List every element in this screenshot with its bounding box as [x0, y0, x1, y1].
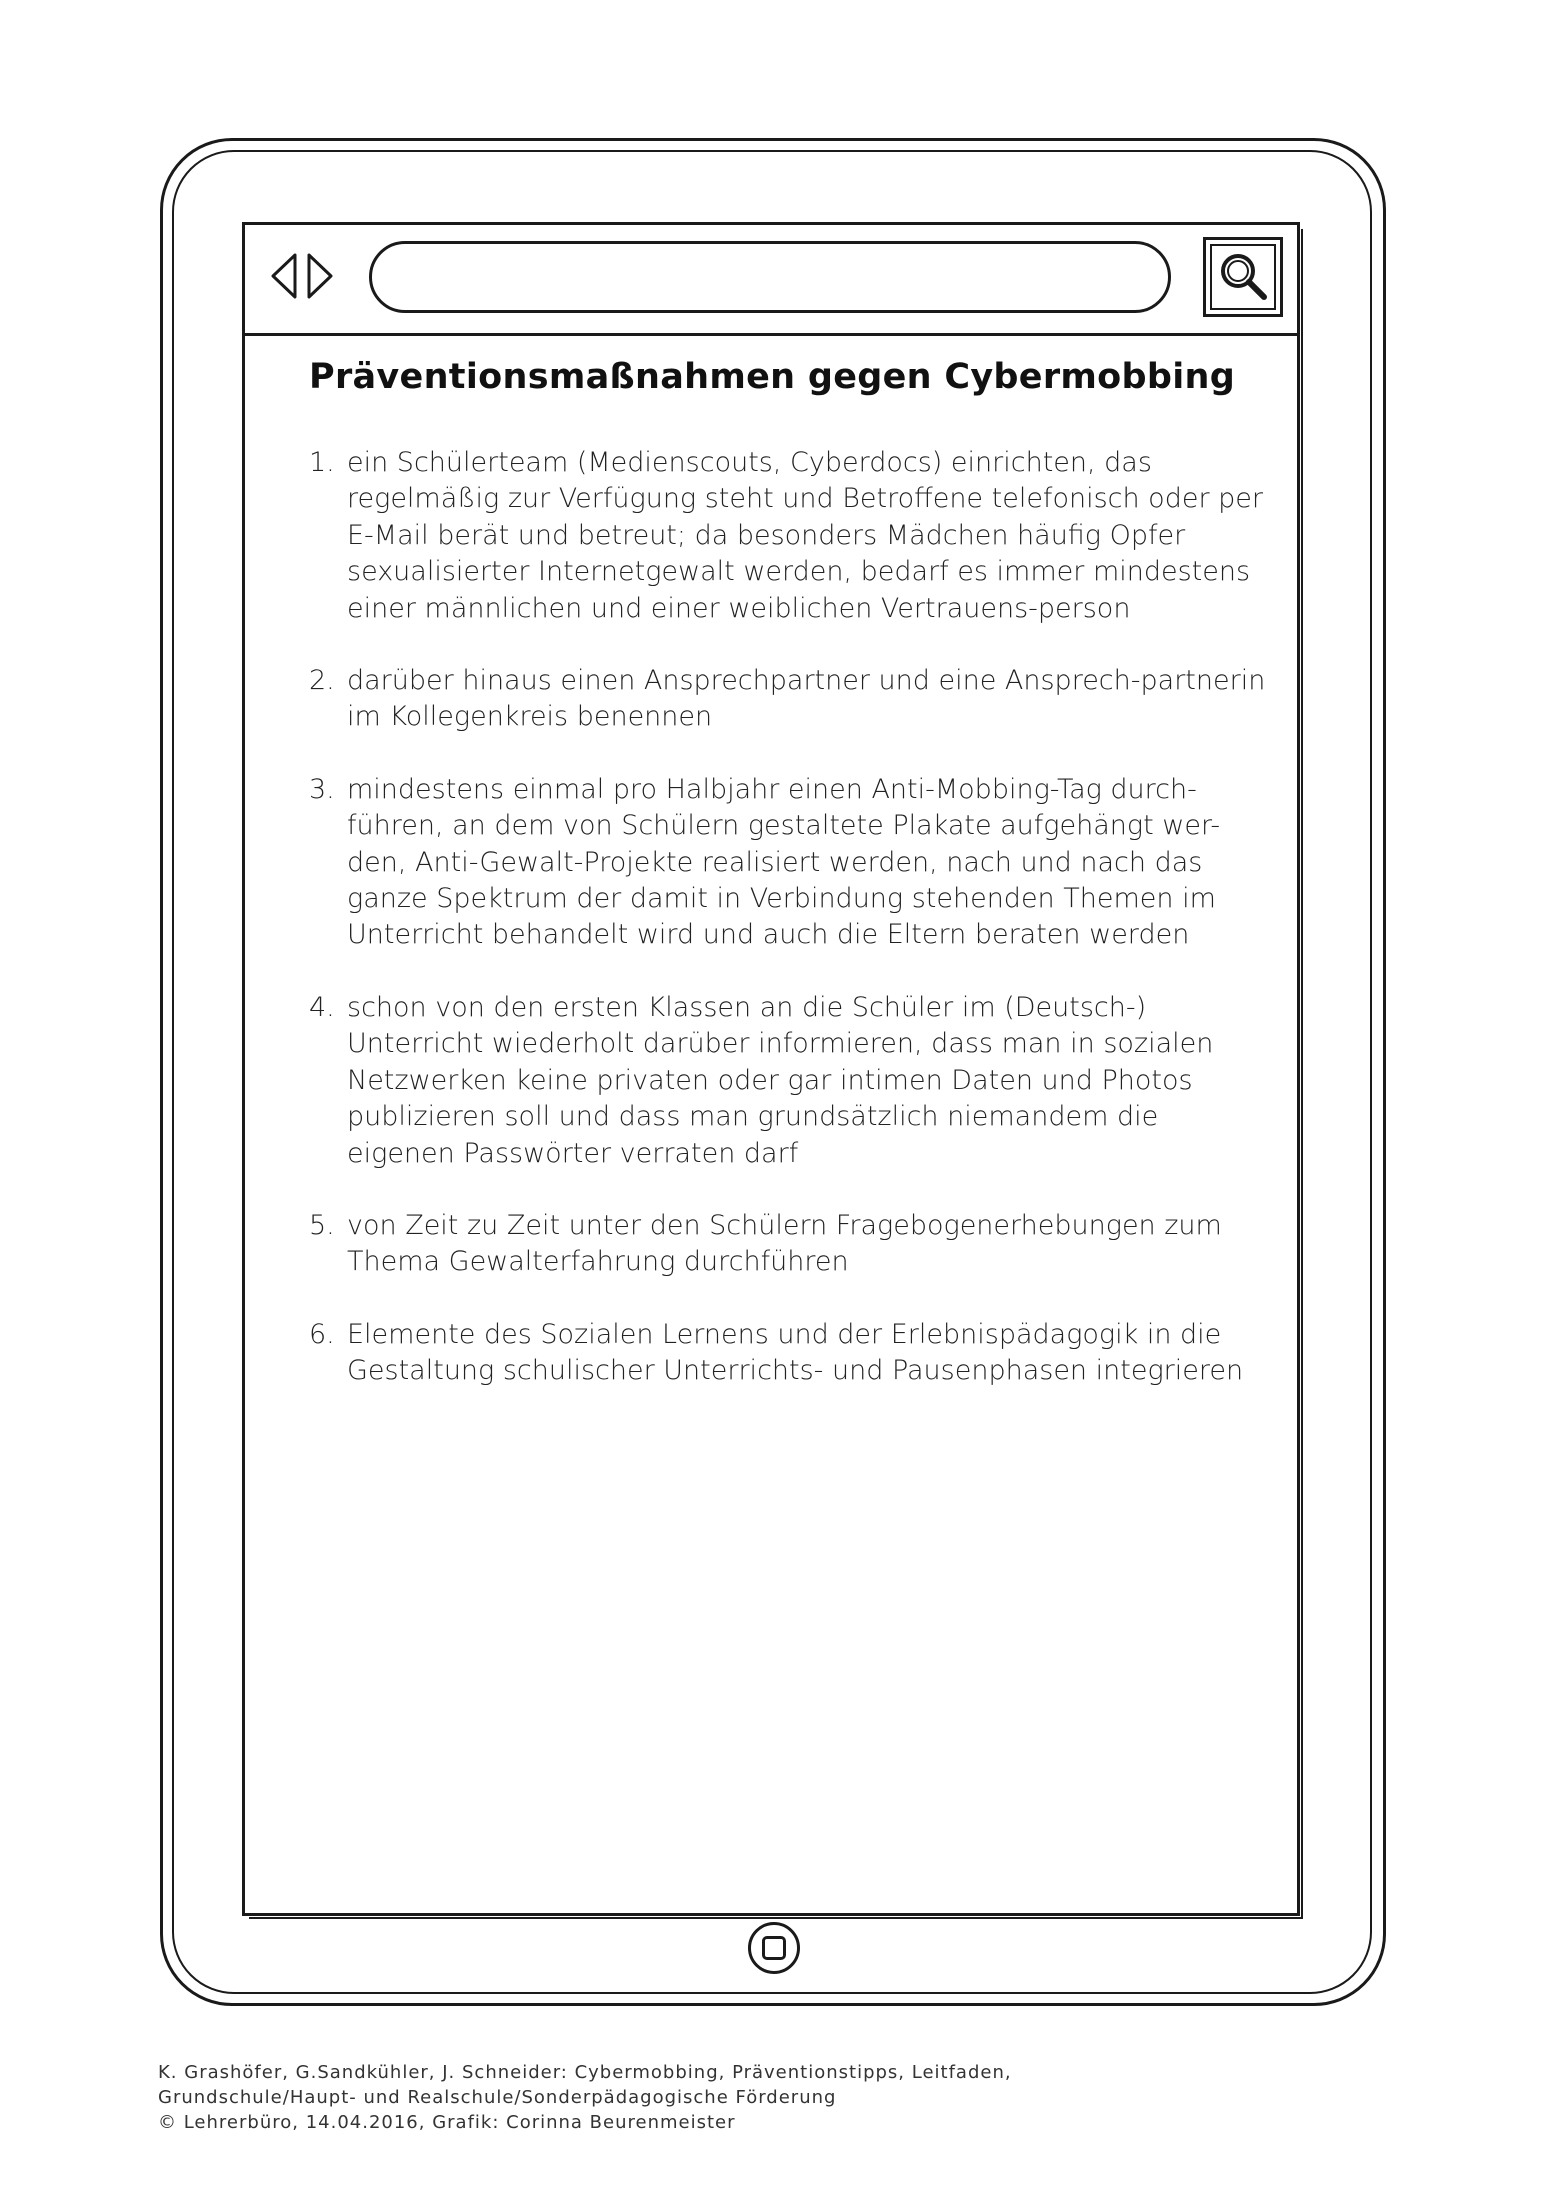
credits-line: © Lehrerbüro, 14.04.2016, Grafik: Corinna Beurenmeister: [158, 2112, 736, 2133]
address-bar-input[interactable]: [369, 241, 1171, 313]
home-button[interactable]: [748, 1922, 800, 1974]
page-title: Präventionsmaßnahmen gegen Cybermobbing: [309, 357, 1236, 397]
magnifier-icon: [1206, 240, 1280, 314]
back-arrow-icon[interactable]: [269, 251, 299, 301]
credits-line: Grundschule/Haupt- und Realschule/Sonderpädagogische Förderung: [158, 2087, 837, 2108]
credits-footer: [158, 2060, 1012, 2135]
tablet-screen: [242, 222, 1300, 1916]
item-number: 6.: [309, 1318, 335, 1350]
item-number: 3.: [309, 773, 335, 805]
list-item: [309, 445, 1267, 627]
list-item: [309, 663, 1267, 736]
page-content: [309, 357, 1267, 1426]
item-text: von Zeit zu Zeit unter den Schülern Fragebogenerhebungen zum Thema Gewalterfahrung durchführen: [347, 1209, 1222, 1278]
item-number: 5.: [309, 1209, 335, 1241]
measures-list: [309, 445, 1267, 1390]
list-item: [309, 1208, 1267, 1281]
item-text: darüber hinaus einen Ansprechpartner und eine Ansprech-partnerin im Kollegenkreis benennen: [347, 665, 1266, 733]
item-text: mindestens einmal pro Halbjahr einen Anti-Mobbing-Tag durch-führen, an dem von Schülern gestaltete Plakate aufgehängt wer-den, Anti-Gewalt-Projekte realisiert werden, nach und nach das ganze Spektrum der damit in Verbindung stehenden Themen im Unterricht behandelt wird und auch die Eltern beraten werden: [347, 773, 1221, 951]
list-item: [309, 990, 1267, 1172]
credits-line: K. Grashöfer, G.Sandkühler, J. Schneider: Cybermobbing, Präventionstipps, Leitfaden,: [158, 2062, 1012, 2083]
browser-toolbar: [245, 225, 1297, 336]
list-item: [309, 1317, 1267, 1390]
search-button[interactable]: [1203, 237, 1283, 317]
list-item: [309, 772, 1267, 954]
item-text: Elemente des Sozialen Lernens und der Erlebnispädagogik in die Gestaltung schulischer Unterrichts- und Pausenphasen integrieren: [347, 1318, 1244, 1387]
item-number: 1.: [309, 447, 335, 478]
item-number: 4.: [309, 991, 335, 1023]
item-number: 2.: [309, 665, 335, 697]
item-text: schon von den ersten Klassen an die Schüler im (Deutsch-) Unterricht wiederholt darüber informieren, dass man in sozialen Netzwerken keine privaten oder gar intimen Daten und Photos publizieren soll und dass man grundsätzlich niemandem die eigenen Passwörter verraten darf: [347, 991, 1214, 1169]
home-button-icon: [762, 1936, 786, 1960]
forward-arrow-icon[interactable]: [305, 251, 335, 301]
item-text: ein Schülerteam (Medienscouts, Cyberdocs) einrichten, das regelmäßig zur Verfügung steht und Betroffene telefonisch oder per E-Mail berät und betreut; da besonders Mädchen häufig Opfer sexualisierter Internetgewalt werden, bedarf es immer mindestens einer männlichen und einer weiblichen Vertrauens-person: [347, 447, 1263, 624]
